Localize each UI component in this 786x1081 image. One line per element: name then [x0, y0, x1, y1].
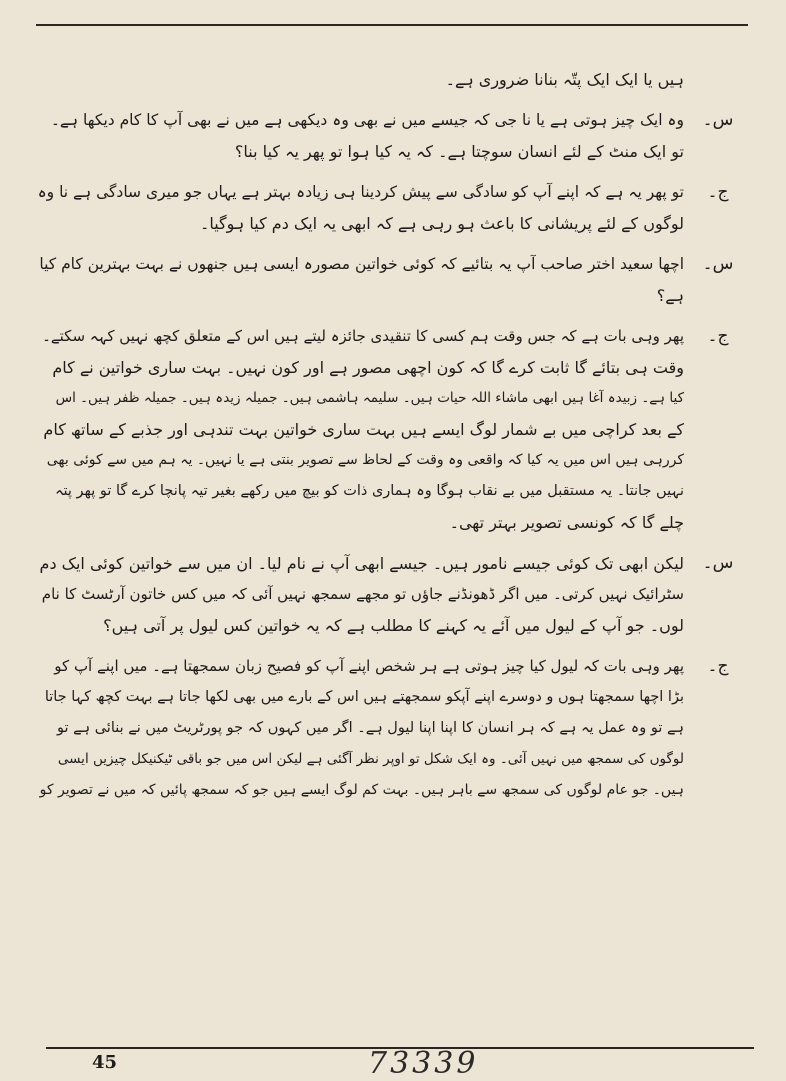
qa-marker: س۔ [702, 254, 734, 274]
text-line: لوگوں کی سمجھ میں نہیں آئی۔ وہ ایک شکل تو اوپر نظر آگئی ہے لیکن اس میں جو باقی ٹیکنیکل چیزیں ایسی [57, 751, 684, 767]
paragraph [38, 177, 746, 239]
text-line: ہے؟ [656, 286, 684, 305]
paragraph [38, 321, 746, 538]
paragraph [38, 249, 746, 311]
text-line: لوں۔ جو آپ کے لیول میں آئے یہ کہنے کا مطلب ہے کہ یہ خواتین کس لیول پر آتی ہیں؟ [103, 616, 684, 635]
page-number: 45 [92, 1052, 118, 1073]
text-line: تو ایک منٹ کے لئے انسان سوچتا ہے۔ کہ یہ کیا ہوا تو پھر یہ کیا بنا؟ [234, 142, 684, 161]
text-line: ہیں۔ جو عام لوگوں کی سمجھ سے باہر ہیں۔ بہت کم لوگ ایسے ہیں جو کہ سمجھ پائیں کہ میں نے تصویر کو [39, 782, 684, 798]
qa-marker: ج۔ [707, 656, 729, 676]
text-line: کررہی ہیں اس میں یہ کیا کہ واقعی وہ وقت کے لحاظ سے تصویر بنتی ہے یا نہیں۔ یہ ہم میں سے کوئی بھی [46, 452, 684, 468]
text-line: لیکن ابھی تک کوئی جیسے نامور ہیں۔ جیسے ابھی آپ نے نام لیا۔ ان میں سے خواتین کوئی ایک دم [39, 554, 684, 573]
qa-marker: س۔ [702, 553, 734, 573]
paragraph [38, 651, 746, 806]
qa-marker: ج۔ [707, 182, 729, 202]
text-line: بڑا اچھا سمجھتا ہوں و دوسرے اپنے آپکو سمجھتے ہیں اس کے بارے میں بھی لکھا جاتا ہے بہت کچھ کہا جاتا [44, 689, 684, 705]
text-line: پھر وہی بات ہے کہ جس وقت ہم کسی کا تنقیدی جائزہ لیتے ہیں اس کے متعلق کچھ نہیں کہہ سکتے۔ [42, 327, 684, 345]
qa-marker: ج۔ [707, 326, 729, 346]
text-line: کیا ہے۔ زبیدہ آغا ہیں ابھی ماشاء اللہ حیات ہیں۔ سلیمہ ہاشمی ہیں۔ جمیلہ زیدہ ہیں۔ جمیلہ ظفر ہیں۔ اس [55, 390, 684, 406]
text-line: تو پھر یہ ہے کہ اپنے آپ کو سادگی سے پیش کردینا ہی زیادہ بہتر ہے یہاں جو میری سادگی ہے نا وہ [38, 183, 684, 201]
text-line: لوگوں کے لئے پریشانی کا باعث ہو رہی ہے کہ ابھی یہ ایک دم کیا ہوگیا۔ [199, 214, 684, 233]
text-line: وہ ایک چیز ہوتی ہے یا نا جی کہ جیسے میں نے بھی وہ دیکھی ہے میں نے بھی آپ کا کام دیکھا ہے۔ [50, 111, 684, 129]
paragraph [38, 64, 746, 95]
top-rule [36, 24, 748, 26]
paragraph [38, 548, 746, 641]
page-text [38, 64, 746, 816]
text-line: ہیں یا ایک ایک پتّہ بنانا ضروری ہے۔ [445, 70, 684, 89]
text-line: سٹرائیک نہیں کرتی۔ میں اگر ڈھونڈنے جاؤں تو مجھے سمجھ نہیں آئی کہ میں کس خاتون آرٹسٹ کا نام [41, 585, 684, 603]
text-line: پھر وہی بات کہ لیول کیا چیز ہوتی ہے ہر شخص اپنے آپ کو فصیح زبان سمجھتا ہے۔ میں اپنے آپ کو [54, 657, 684, 675]
handwritten-stamp-number: 73339 [368, 1046, 479, 1081]
text-line: وقت ہی بتائے گا ثابت کرے گا کہ کون اچھی مصور ہے اور کون نہیں۔ بہت ساری خواتین نے کام [52, 358, 684, 377]
text-line: نہیں جانتا۔ یہ مستقبل میں بے نقاب ہوگا وہ ہماری ذات کو بیچ میں رکھے بغیر تیہ پانچا کرے گا تو پھر پتہ [55, 483, 684, 499]
text-line: ہے تو وہ عمل یہ ہے کہ ہر انسان کا اپنا اپنا لیول ہے۔ اگر میں کہوں کہ جو پورٹریٹ میں نے بنائی ہے تو [56, 720, 684, 736]
paragraph [38, 105, 746, 167]
text-line: چلے گا کہ کونسی تصویر بہتر تھی۔ [449, 513, 684, 532]
text-line: کے بعد کراچی میں بے شمار لوگ ایسے ہیں بہت ساری خواتین بہت تندہی اور جذبے کے ساتھ کام [43, 420, 684, 439]
qa-marker: س۔ [702, 110, 734, 130]
text-line: اچھا سعید اختر صاحب آپ یہ بتائیے کہ کوئی خواتین مصورہ ایسی ہیں جنھوں نے بہت بہترین کام کیا [39, 255, 684, 273]
